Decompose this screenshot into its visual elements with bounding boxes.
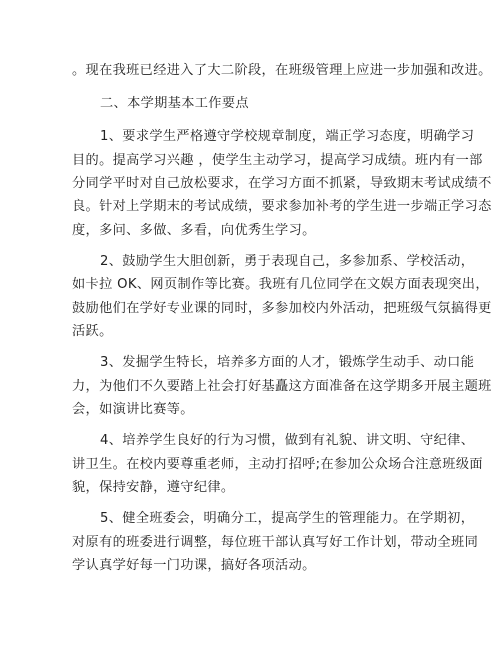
paragraph-line: 5、健全班委会，明确分工，提高学生的管理能力。在学期初，: [100, 511, 475, 526]
paragraph-line: 对原有的班委进行调整，每位班干部认真写好工作计划，带动全班同: [72, 535, 479, 550]
paragraph-line: 学认真学好每一门功课，搞好各项活动。: [72, 558, 316, 573]
paragraph-line: 3、发掘学生特长，培养多方面的人才，锻炼学生动手、动口能: [100, 355, 475, 370]
paragraph-line: 讲卫生。在校内要尊重老师，主动打招呼;在参加公众场合注意班级面: [72, 457, 483, 472]
paragraph-line: 分同学平时对自己放松要求，在学习方面不抓紧，导致期末考试成绩不: [72, 176, 492, 191]
paragraph-line: 鼓励他们在学好专业课的同时，多参加校内外活动，把班级气氛搞得更: [72, 301, 492, 316]
paragraph-line: 4、培养学生良好的行为习惯，做到有礼貌、讲文明、守纪律、: [100, 433, 475, 448]
paragraph-line: 会，如演讲比赛等。: [72, 402, 194, 417]
paragraph-line: 2、鼓励学生大胆创新，勇于表现自己，多参加系、学校活动，: [100, 254, 475, 269]
paragraph-line: 如卡拉 OK、网页制作等比赛。我班有几位同学在文娱方面表现突出，: [72, 277, 489, 292]
paragraph-line: 活跃。: [72, 324, 113, 339]
paragraph-line: 。现在我班已经进入了大二阶段，在班级管理上应进一步加强和改进。: [72, 63, 492, 78]
paragraph-line: 度，多问、多做、多看，向优秀生学习。: [72, 223, 316, 238]
paragraph-line: 目的。提高学习兴趣 ，使学生主动学习，提高学习成绩。班内有一部: [72, 153, 483, 168]
paragraph-line: 良。针对上学期末的考试成绩，要求参加补考的学生进一步端正学习态: [72, 199, 492, 214]
paragraph-line: 1、要求学生严格遵守学校规章制度，端正学习态度，明确学习: [100, 129, 475, 144]
paragraph-line: 貌，保持安静，遵守纪律。: [72, 480, 235, 495]
section-heading: 二、本学期基本工作要点: [100, 96, 249, 111]
paragraph-line: 力，为他们不久要踏上社会打好基矗这方面准备在这学期多开展主题班: [72, 379, 492, 394]
